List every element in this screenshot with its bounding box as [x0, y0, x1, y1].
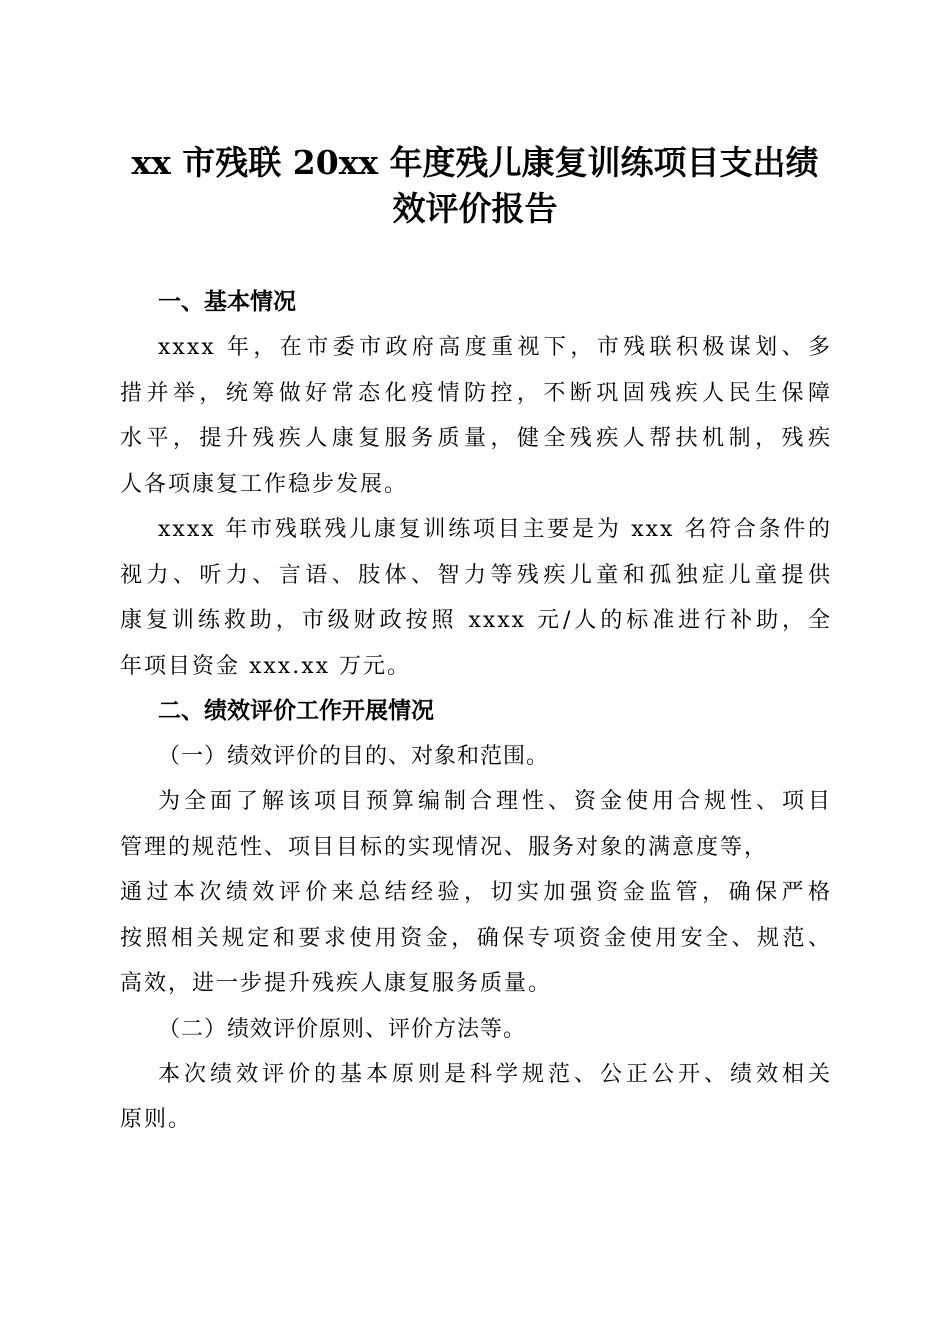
- title-line: 效评价报告: [392, 189, 558, 228]
- paragraph-line: 视力、听力、言语、肢体、智力等残疾儿童和孤独症儿童提供: [120, 562, 832, 588]
- paragraph-line: xxxx 年市残联残儿康复训练项目主要是为 xxx 名符合条件的: [158, 517, 832, 542]
- paragraph-line: 管理的规范性、项目目标的实现情况、服务对象的满意度等，: [120, 834, 769, 860]
- paragraph-line: 人各项康复工作稳步发展。: [120, 471, 409, 497]
- paragraph-line: 高效，进一步提升残疾人康复服务质量。: [120, 971, 553, 996]
- subsection-heading: （二）绩效评价原则、评价方法等。: [158, 1016, 527, 1042]
- paragraph-line: 措并举，统筹做好常态化疫情防控，不断巩固残疾人民生保障: [120, 380, 832, 406]
- paragraph: [120, 779, 832, 1007]
- title-line: xx 市残联 20xx 年度残儿康复训练项目支出绩: [131, 143, 819, 182]
- paragraph-line: 为全面了解该项目预算编制合理性、资金使用合规性、项目: [158, 789, 832, 814]
- paragraph-line: 按照相关规定和要求使用资金，确保专项资金使用安全、规范、: [120, 925, 832, 951]
- paragraph-line: 水平，提升残疾人康复服务质量，健全残疾人帮扶机制，残疾: [120, 426, 832, 451]
- paragraph-line: 通过本次绩效评价来总结经验，切实加强资金监管，确保严格: [120, 880, 832, 905]
- document-body: [120, 280, 832, 1143]
- paragraph-line: 年项目资金 xxx.xx 万元。: [120, 653, 412, 679]
- paragraph-line: 康复训练救助，市级财政按照 xxxx 元/人的标准进行补助，全: [120, 608, 832, 633]
- subsection-heading: （一）绩效评价的目的、对象和范围。: [158, 744, 550, 769]
- paragraph-line: 本次绩效评价的基本原则是科学规范、公正公开、绩效相关: [158, 1061, 832, 1087]
- paragraph: [120, 325, 832, 507]
- document-title: [100, 140, 850, 232]
- paragraph: [120, 1052, 832, 1143]
- paragraph-line: 原则。: [120, 1107, 193, 1132]
- section-heading: 一、基本情况: [158, 289, 296, 315]
- section-heading: 二、绩效评价工作开展情况: [158, 698, 434, 724]
- paragraph: [120, 507, 832, 689]
- paragraph-line: xxxx 年，在市委市政府高度重视下，市残联积极谋划、多: [158, 335, 832, 360]
